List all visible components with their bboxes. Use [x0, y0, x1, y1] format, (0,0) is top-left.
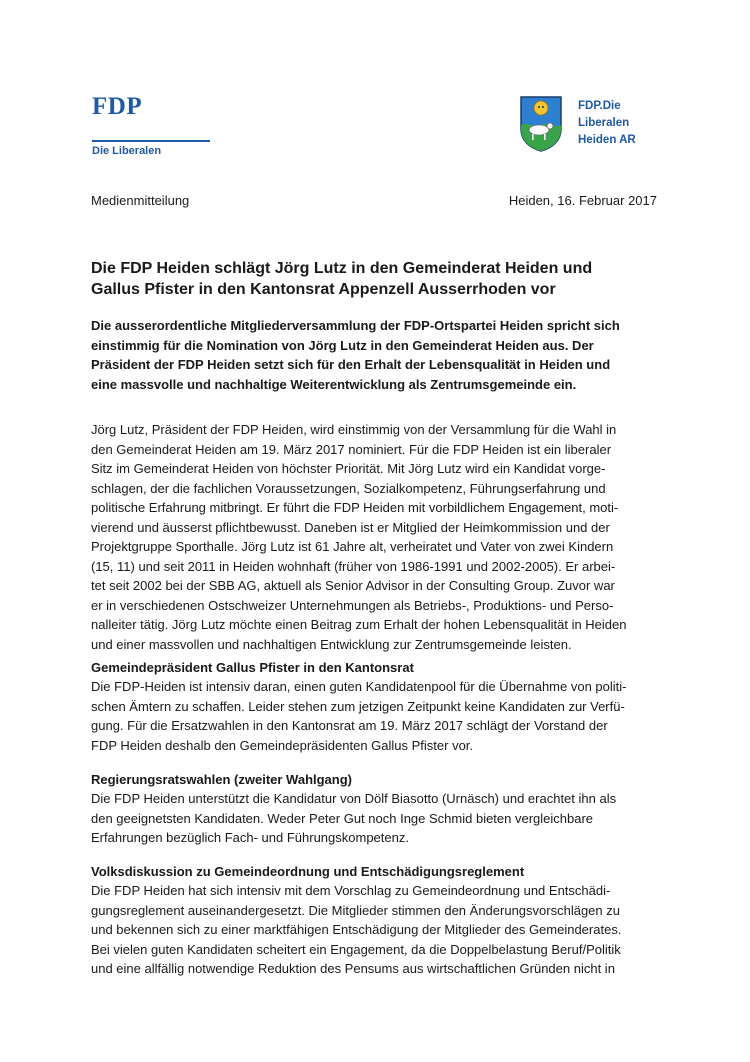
body-paragraph-candidate [91, 420, 673, 654]
lead-paragraph [91, 316, 673, 394]
body-line: politische Erfahrung mitbringt. Er führt die FDP Heiden mit vorbildlichem Engagement, moti- [91, 500, 619, 515]
body-line: und einer massvollen und nachhaltigen Entwicklung zur Zentrumsgemeinde leisten. [91, 636, 572, 652]
body-line: den Gemeinderat Heiden am 19. März 2017 nominiert. Für die FDP Heiden ist ein liberaler [91, 441, 612, 457]
body-paragraph-volksdiskussion [91, 881, 673, 979]
body-paragraph-regierungsrat [91, 789, 673, 848]
body-line: Die FDP Heiden unterstützt die Kandidatur von Dölf Biasotto (Urnäsch) und erachtet ihn als [91, 791, 617, 806]
fdp-logo-subtitle: Die Liberalen [92, 145, 162, 157]
lead-line: Die ausserordentliche Mitgliederversammlung der FDP-Ortspartei Heiden spricht sich [91, 318, 620, 333]
local-label-line: Heiden AR [578, 134, 636, 146]
local-label-line: FDP.Die [578, 100, 621, 112]
title-line: Die FDP Heiden schlägt Jörg Lutz in den Gemeinderat Heiden und [91, 260, 593, 277]
section-heading-regierungsrat: Regierungsratswahlen (zweiter Wahlgang) [91, 772, 353, 787]
body-line: Sitz im Gemeinderat Heiden von höchster Priorität. Mit Jörg Lutz wird ein Kandidat vorge- [91, 461, 606, 476]
body-paragraph-kantonsrat [91, 677, 673, 755]
lead-line: einstimmig für die Nomination von Jörg Lutz in den Gemeinderat Heiden aus. Der [91, 337, 594, 353]
fdp-logo-wordmark: FDP [92, 93, 143, 120]
body-line: er in verschiedenen Ostschweizer Unternehmungen als Betriebs-, Produktions- und Perso- [91, 597, 614, 613]
fdp-logo-rule [92, 140, 210, 142]
section-heading-kantonsrat: Gemeindepräsident Gallus Pfister in den Kantonsrat [91, 660, 414, 675]
lead-line: eine massvolle und nachhaltige Weiterentwicklung als Zentrumsgemeinde ein. [91, 376, 577, 392]
page-title [91, 258, 671, 300]
body-line: Die FDP Heiden hat sich intensiv mit dem Vorschlag zu Gemeindeordnung und Entschädi- [91, 883, 611, 898]
section-heading-volksdiskussion: Volksdiskussion zu Gemeindeordnung und Entschädigungsreglement [91, 864, 525, 879]
body-line: und bekennen sich zu einer marktfähigen Entschädigung der Mitglieder des Gemeinderates. [91, 922, 622, 937]
body-line: Jörg Lutz, Präsident der FDP Heiden, wird einstimmig von der Versammlung für die Wahl in [91, 422, 617, 437]
body-line: Bei vielen guten Kandidaten scheitert ein Engagement, da die Doppelbelastung Beruf/Politik [91, 941, 621, 957]
document-type: Medienmitteilung [91, 193, 190, 208]
local-label-line: Liberalen [578, 117, 630, 129]
body-line: tet seit 2002 bei der SBB AG, aktuell als Senior Advisor in der Consulting Group. Zuvor war [91, 578, 615, 593]
body-line: FDP Heiden deshalb den Gemeindepräsidenten Gallus Pfister vor. [91, 737, 474, 753]
heiden-coat-of-arms-icon [518, 95, 564, 153]
lead-line: Präsident der FDP Heiden setzt sich für den Erhalt der Lebensqualität in Heiden und [91, 357, 611, 372]
body-line: den geeignetsten Kandidaten. Weder Peter Gut noch Inge Schmid bieten vergleichbare [91, 810, 594, 826]
body-line: schlagen, der die fachlichen Voraussetzungen, Sozialkompetenz, Führungserfahrung und [91, 480, 606, 496]
body-line: vierend und äusserst pflichtbewusst. Daneben ist er Mitglied der Heimkommission und der [91, 519, 610, 535]
body-line: Erfahrungen bezüglich Fach- und Führungskompetenz. [91, 830, 409, 845]
body-line: nalleiter tätig. Jörg Lutz möchte einen Beitrag zum Erhalt der hohen Lebensqualität in Heiden [91, 617, 627, 632]
body-line: gungsreglement auseinandergesetzt. Die Mitglieder stimmen den Änderungsvorschlägen zu [91, 902, 620, 918]
local-party-label [578, 98, 636, 149]
body-line: Die FDP-Heiden ist intensiv daran, einen guten Kandidatenpool für die Übernahme von politi- [91, 679, 627, 694]
body-line: (15, 11) und seit 2011 in Heiden wohnhaft (früher von 1986-1991 und 2002-2005). Er arbei- [91, 558, 616, 574]
fdp-logo [92, 94, 210, 158]
body-line: Projektgruppe Sporthalle. Jörg Lutz ist 61 Jahre alt, verheiratet und Vater von zwei Kindern [91, 539, 614, 554]
body-line: und eine allfällig notwendige Reduktion des Pensums aus wirtschaftlichen Gründen nicht in [91, 961, 615, 976]
title-line: Gallus Pfister in den Kantonsrat Appenzell Ausserrhoden vor [91, 281, 556, 298]
body-line: gung. Für die Ersatzwahlen in den Kantonsrat am 19. März 2017 schlägt der Vorstand der [91, 718, 608, 733]
place-date: Heiden, 16. Februar 2017 [508, 193, 657, 208]
body-line: schen Ämtern zu schaffen. Leider stehen zum jetzigen Zeitpunkt keine Kandidaten zur Verfü- [91, 698, 625, 714]
